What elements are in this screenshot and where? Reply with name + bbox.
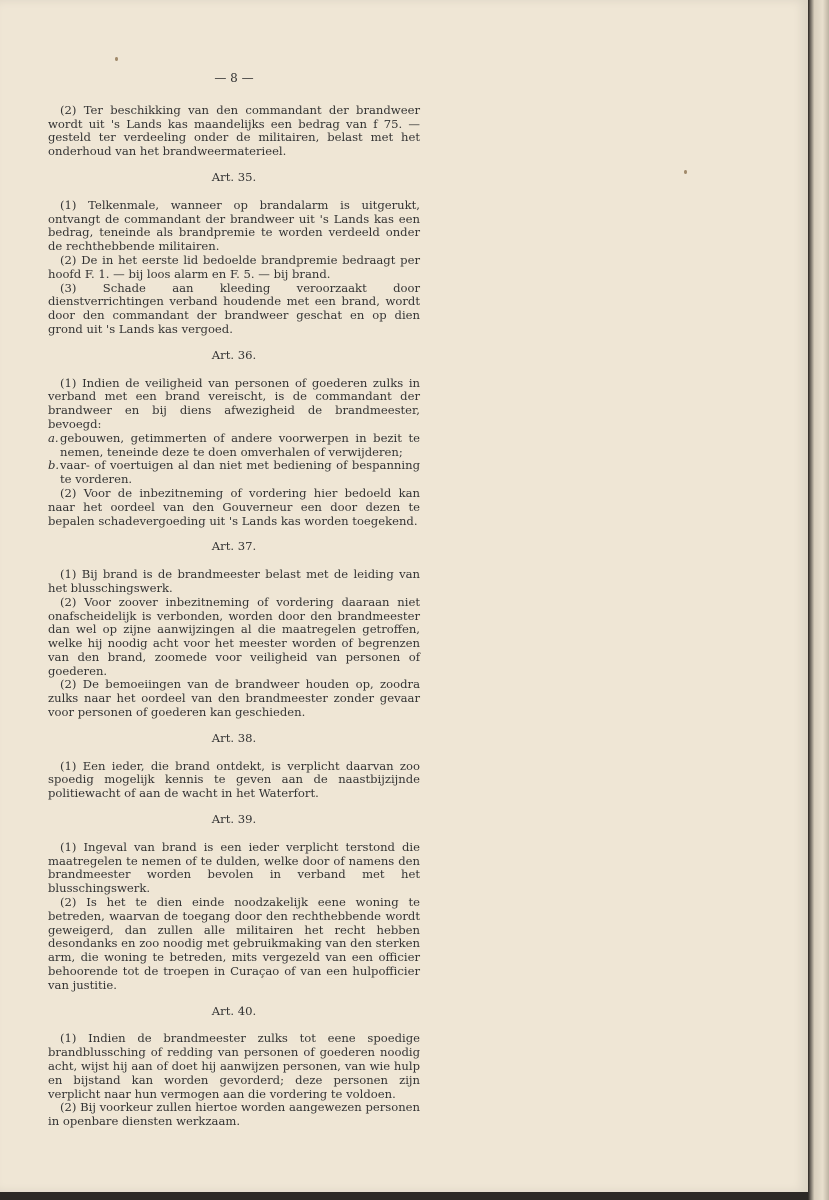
paragraph: (1) Bij brand is de brandmeester belast met de leiding van het blusschingswerk. <box>48 567 420 595</box>
article-heading: Art. 40. <box>211 1003 257 1018</box>
paragraph: (3) Schade aan kleeding veroorzaakt door dienstverrichtingen verband houdende met een brand, wordt door den commandant der brandweer geschat en op dien grond uit 's Lands kas vergoed. <box>48 280 420 336</box>
list-item <box>48 459 420 487</box>
article-heading: Art. 37. <box>211 539 257 554</box>
paragraph: (2) De in het eerste lid bedoelde brandpremie bedraagt per hoofd F. 1. — bij loos alarm en F. 5. — bij brand. <box>48 252 420 281</box>
list-item-text: vaar- of voertuigen al dan niet met bediening of bespanning te vorderen. <box>60 458 420 487</box>
page-number: — 8 — <box>214 71 254 85</box>
paragraph: (2) De bemoeiingen van de brandweer houden op, zoodra zulks naar het oordeel van den brandmeester zonder gevaar voor personen of goederen kan geschieden. <box>48 677 420 720</box>
article-heading: Art. 35. <box>211 169 257 184</box>
paragraph: (2) Voor zoover inbezitneming of vordering daaraan niet onafscheidelijk is verbonden, worden door den brandmeester dan wel op zijne aanwijzingen al die maatregelen getroffen, welke hij noodig acht voor het meester worden of begrenzen van den brand, zoomede voor veiligheid van personen of goederen. <box>48 594 420 678</box>
list-item-label: a. <box>48 430 59 445</box>
paragraph: (1) Indien de veiligheid van personen of goederen zulks in verband met een brand vereischt, is de commandant der brandweer en bij diens afwezigheid de brandmeester, bevoegd: <box>48 375 420 431</box>
ink-speck <box>115 57 118 61</box>
paragraph: (2) Is het te dien einde noodzakelijk eene woning te betreden, waarvan de toegang door den rechthebbende wordt geweigerd, dan zullen alle militairen het recht hebben desondanks en zoo noodig met gebruikmaking van den sterken arm, die woning te betreden, mits vergezeld van een officier behoorende tot de troepen in Curaçao of van een hulpofficier van justitie. <box>48 895 420 992</box>
paragraph: (1) Indien de brandmeester zulks tot eene spoedige brandblussching of redding van personen of goederen noodig acht, wijst hij aan of doet hij aanwijzen personen, van wie hulp en bijstand kan worden gevorderd; deze personen zijn verplicht naar hun vermogen aan die vordering te voldoen. <box>48 1031 420 1101</box>
article-heading: Art. 36. <box>211 347 257 362</box>
paragraph: (2) Voor de inbezitneming of vordering hier bedoeld kan naar het oordeel van den Gouverneur een door dezen te bepalen schadevergoeding uit 's Lands kas worden toegekend. <box>48 485 420 528</box>
paragraph: (2) Bij voorkeur zullen hiertoe worden aangewezen personen in openbare diensten werkzaam. <box>48 1100 420 1129</box>
list-item-text: gebouwen, getimmerten of andere voorwerpen in bezit te nemen, teneinde deze te doen omverhalen of verwijderen; <box>60 430 420 459</box>
paragraph: (2) Ter beschikking van den commandant der brandweer wordt uit 's Lands kas maandelijks een bedrag van f 75. — gesteld ter verdeeling onder de militairen, belast met het onderhoud van het brandweermaterieel. <box>48 102 420 159</box>
ink-speck <box>684 170 687 174</box>
list-item <box>48 432 420 460</box>
article-heading: Art. 38. <box>211 730 257 745</box>
list-item-label: b. <box>48 458 60 473</box>
paragraph: (1) Een ieder, die brand ontdekt, is verplicht daarvan zoo spoedig mogelijk kennis te geven aan de naastbijzijnde politiewacht of aan de wacht in het Waterfort. <box>48 758 420 801</box>
page-bottom-edge <box>0 1192 808 1200</box>
page-content <box>48 72 420 1129</box>
text-blocks <box>48 104 420 1129</box>
paragraph: (1) Ingeval van brand is een ieder verplicht terstond die maatregelen te nemen of te dulden, welke door of namens den brandmeester worden bevolen in verband met het blusschingswerk. <box>48 839 420 896</box>
paragraph: (1) Telkenmale, wanneer op brandalarm is uitgerukt, ontvangt de commandant der brandweer uit 's Lands kas een bedrag, teneinde als brandpremie te worden verdeeld onder de rechthebbende militairen. <box>48 197 420 254</box>
book-spine <box>808 0 829 1200</box>
article-heading: Art. 39. <box>211 812 257 827</box>
